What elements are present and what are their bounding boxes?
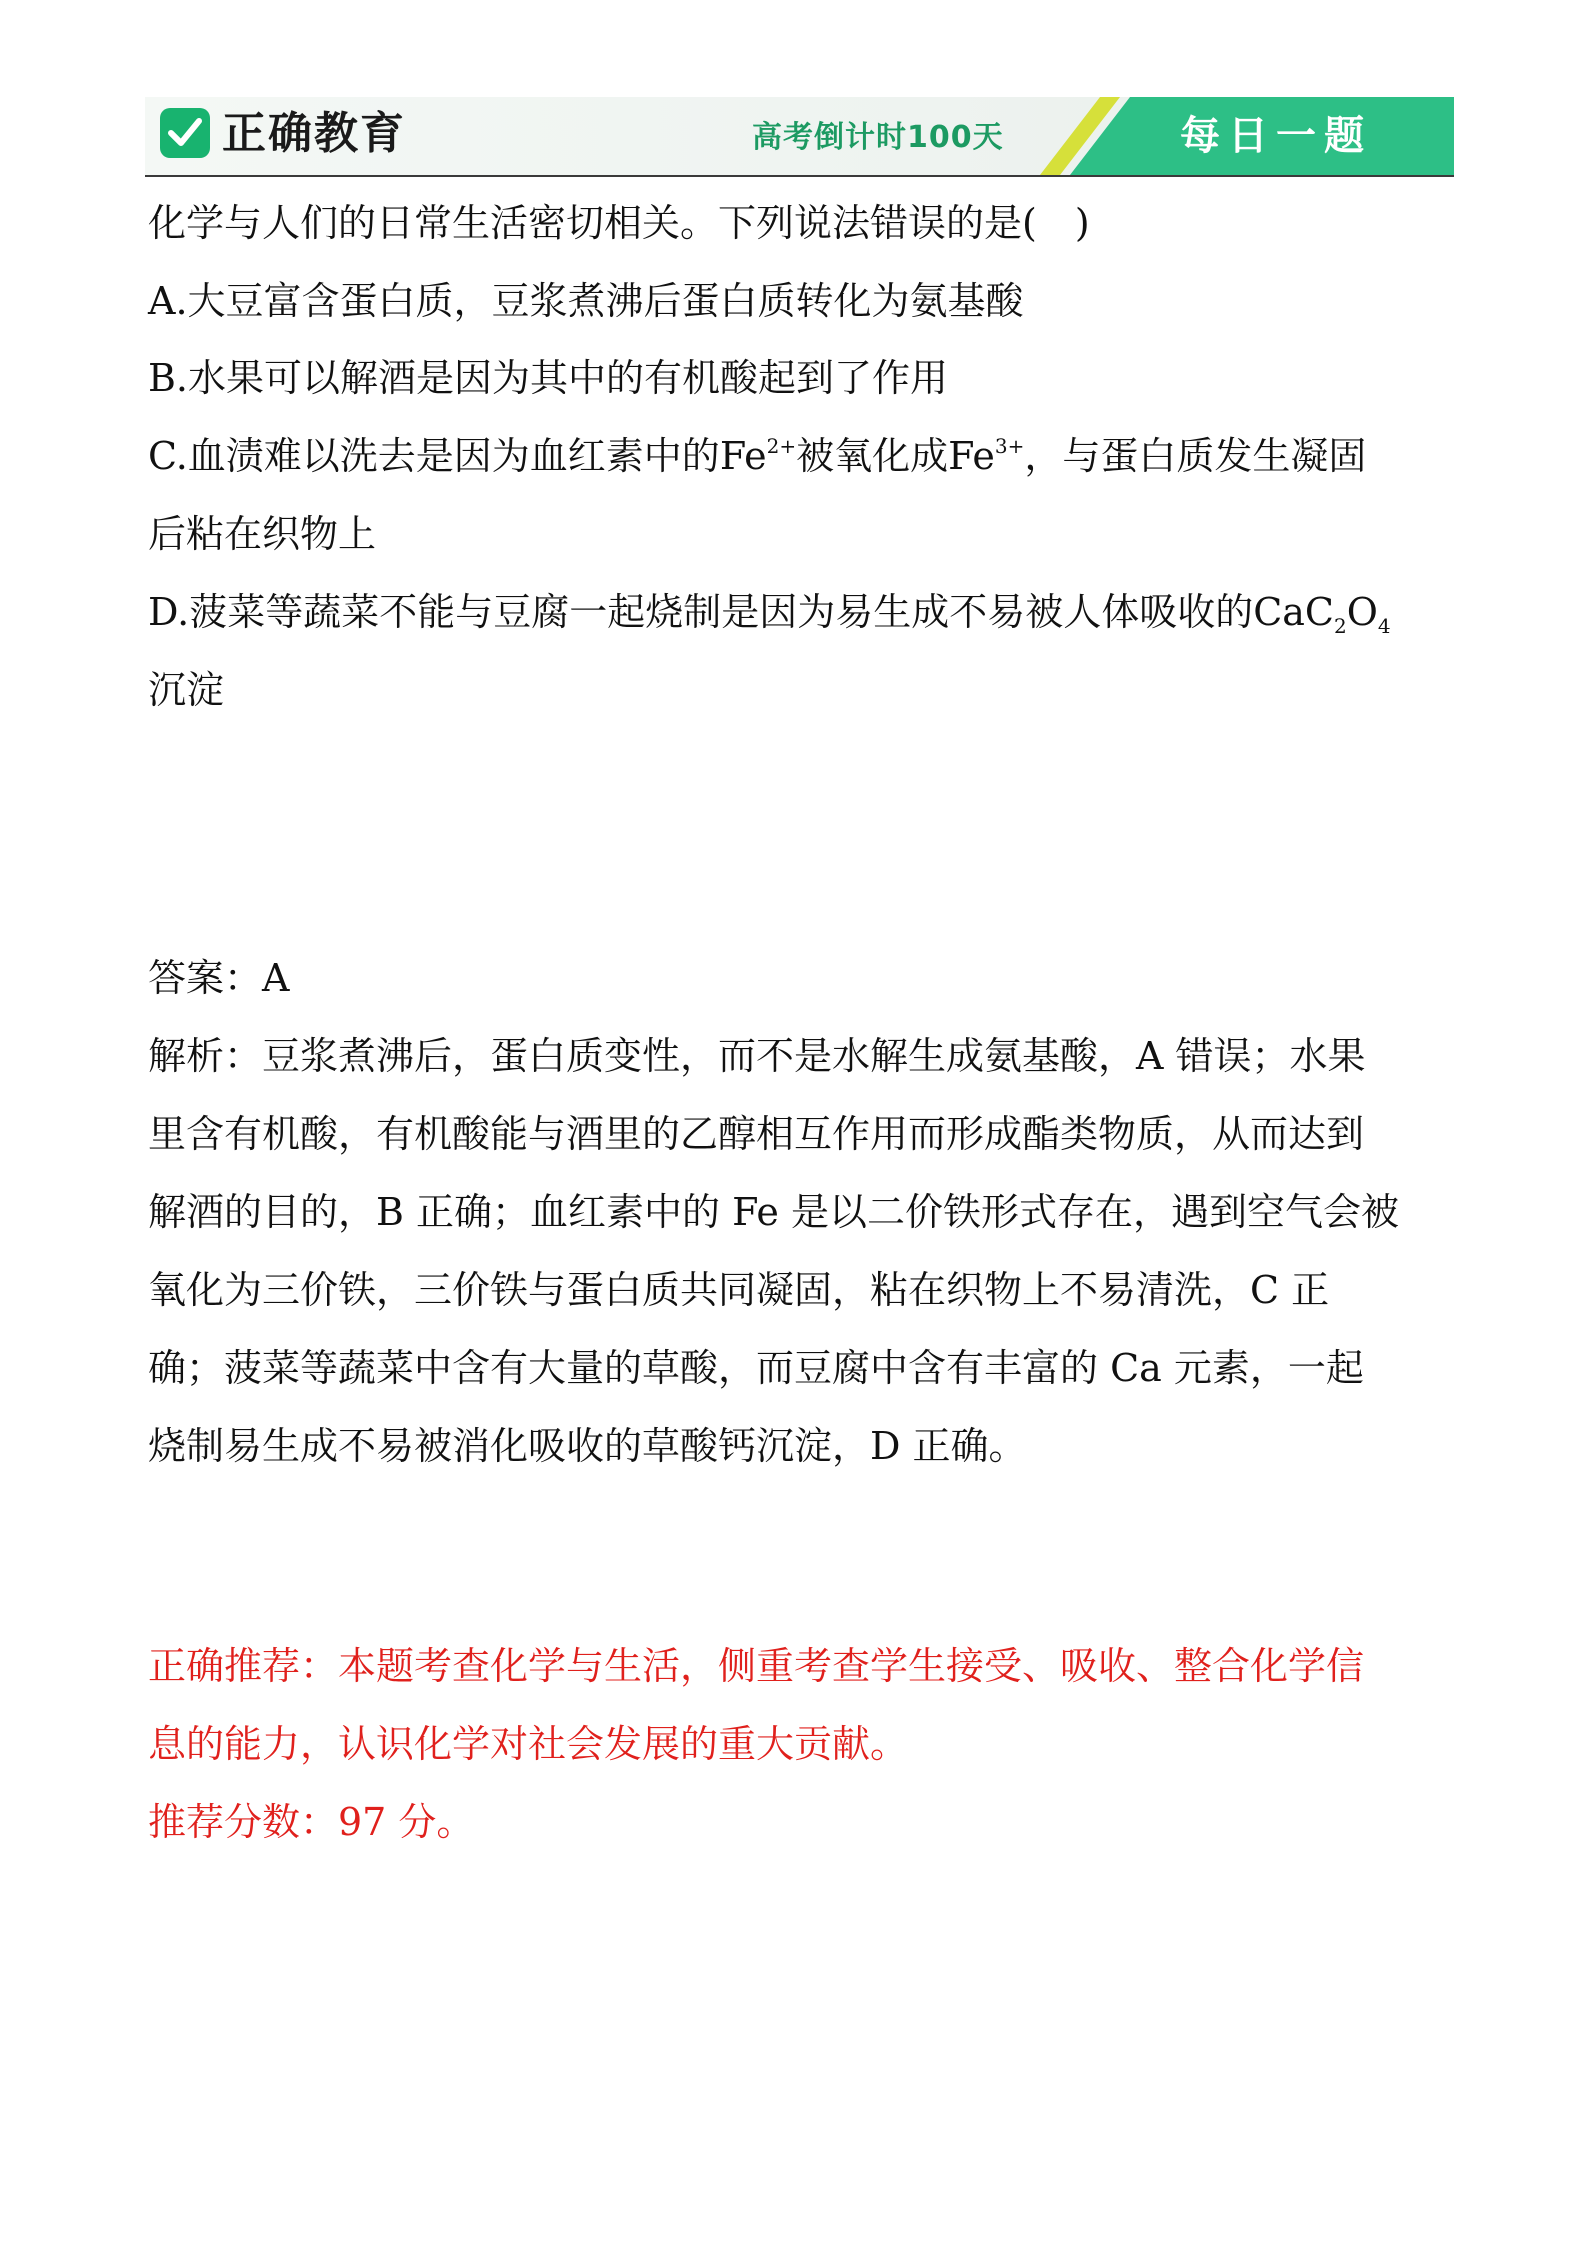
recommendation-line: 正确推荐：本题考查化学与生活，侧重考查学生接受、吸收、整合化学信: [148, 1644, 1365, 1688]
analysis-line: 解酒的目的，B 正确；血红素中的 Fe 是以二价铁形式存在，遇到空气会被: [148, 1190, 1399, 1234]
header-divider: [145, 175, 1454, 177]
recommended-score: 推荐分数：97 分。: [148, 1800, 475, 1844]
brand-name: 正确教育: [222, 108, 406, 159]
option-b: B.水果可以解酒是因为其中的有机酸起到了作用: [148, 356, 949, 400]
analysis-line: 确；菠菜等蔬菜中含有大量的草酸，而豆腐中含有丰富的 Ca 元素，一起: [148, 1346, 1364, 1390]
checkmark-icon: [160, 108, 210, 158]
option-d: [148, 587, 1391, 637]
option-d-text: D.菠菜等蔬菜不能与豆腐一起烧制是因为易生成不易被人体吸收的: [148, 590, 1254, 634]
option-a: A.大豆富含蛋白质，豆浆煮沸后蛋白质转化为氨基酸: [148, 279, 1024, 323]
iron-ion-1: $Fe^{2+}$: [719, 434, 797, 478]
countdown-text: 高考倒计时100天: [752, 120, 1004, 155]
analysis-line: 氧化为三价铁，三价铁与蛋白质共同凝固，粘在织物上不易清洗，C 正: [148, 1268, 1330, 1312]
analysis-line: 烧制易生成不易被消化吸收的草酸钙沉淀，D 正确。: [148, 1424, 1027, 1468]
analysis-line: 解析：豆浆煮沸后，蛋白质变性，而不是水解生成氨基酸，A 错误；水果: [148, 1034, 1366, 1078]
analysis-line: 里含有机酸，有机酸能与酒里的乙醇相互作用而形成酯类物质，从而达到: [148, 1112, 1365, 1156]
answer-label: 答案：A: [148, 956, 290, 1000]
iron-ion-2: $Fe^{3+}$: [948, 434, 1025, 478]
option-c-text-2: 被氧化成: [796, 434, 949, 478]
option-c-text-3: ，与蛋白质发生凝固: [1024, 434, 1367, 478]
option-d-line-2: 沉淀: [148, 668, 225, 712]
option-c-line-2: 后粘在织物上: [148, 512, 377, 556]
option-c: [148, 431, 1366, 481]
daily-question-label: 每日一题: [1180, 113, 1372, 159]
option-c-text-1: C.血渍难以洗去是因为血红素中的: [148, 434, 720, 478]
calcium-oxalate-formula: $CaC_2O_4$: [1253, 590, 1391, 638]
recommendation-line: 息的能力，认识化学对社会发展的重大贡献。: [148, 1722, 909, 1766]
question-stem: 化学与人们的日常生活密切相关。下列说法错误的是( ): [148, 201, 1090, 245]
